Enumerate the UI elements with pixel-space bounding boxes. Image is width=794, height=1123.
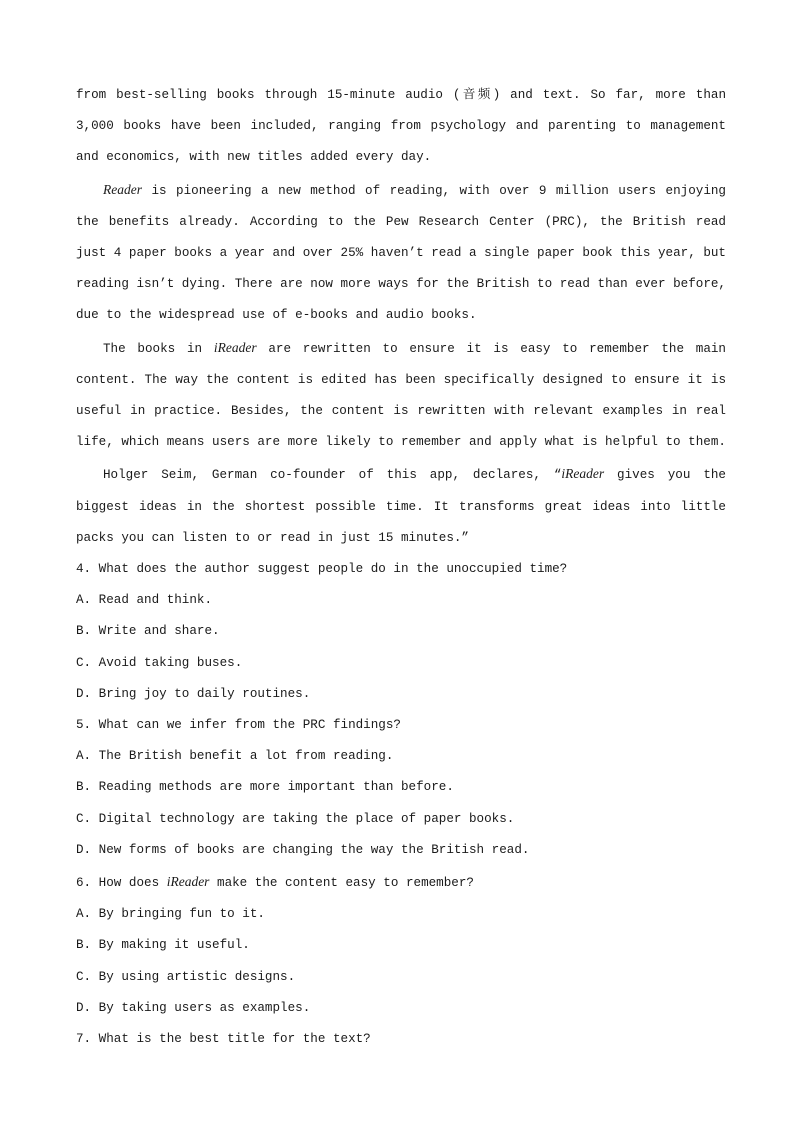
option-a: A. By bringing fun to it. [76, 907, 265, 922]
app-name: iReader [213, 339, 257, 355]
option-d: D. By taking users as examples. [76, 1000, 311, 1015]
option-b: B. Reading methods are more important than before. [76, 780, 454, 795]
stem-before: 6. How does [76, 876, 167, 891]
passage-paragraph-2 [76, 174, 726, 332]
paragraph-text-after: are rewritten to ensure it is easy to remember the main content. The way the content is edited has been specifically designed to ensure it is useful in practice. Besides, the content is rewritten with relevant examples in real life, which means users are more likely to remember and apply what is helpful to them. [76, 341, 726, 450]
paragraph-text-before: Holger Seim, German co-founder of this app, declares, “ [103, 468, 562, 483]
passage-paragraph-1 [76, 80, 726, 174]
option-a: A. Read and think. [76, 593, 213, 608]
question-6 [76, 866, 726, 1024]
option-b: B. By making it useful. [76, 938, 250, 953]
passage-paragraph-4 [76, 458, 726, 554]
passage-paragraph-3 [76, 332, 726, 459]
app-name: iReader [166, 874, 210, 890]
question-stem: 4. What does the author suggest people do in the unoccupied time? [76, 562, 568, 577]
option-c: C. By using artistic designs. [76, 969, 296, 984]
option-c: C. Digital technology are taking the place of paper books. [76, 811, 515, 826]
option-b: B. Write and share. [76, 624, 220, 639]
document-content [76, 80, 726, 1055]
stem-after: make the content easy to remember? [209, 876, 474, 891]
paragraph-text: is pioneering a new method of reading, with over 9 million users enjoying the benefits already. According to the Pew Research Center (PRC), the British read just 4 paper books a year and over 25% haven’t read a single paper book this year, but reading isn’t dying. There are now more ways for the British to read than ever before, due to the widespread use of e-books and audio books. [76, 183, 726, 323]
app-name: Reader [103, 181, 142, 197]
question-stem [76, 866, 726, 899]
option-d: D. New forms of books are changing the way the British read. [76, 842, 530, 857]
question-stem: 5. What can we infer from the PRC findings? [76, 718, 401, 733]
paragraph-text-before: The books in [103, 341, 214, 356]
question-7 [76, 1024, 726, 1055]
question-4 [76, 554, 726, 710]
option-a: A. The British benefit a lot from reading. [76, 749, 394, 764]
option-d: D. Bring joy to daily routines. [76, 686, 311, 701]
question-stem: 7. What is the best title for the text? [76, 1032, 371, 1047]
question-5 [76, 710, 726, 866]
app-name: iReader [561, 466, 605, 482]
option-c: C. Avoid taking buses. [76, 655, 243, 670]
paragraph-text: from best-selling books through 15-minute audio (音频) and text. So far, more than 3,000 books have been included, ranging from psychology and parenting to management and economics, with new titles added every day. [76, 88, 726, 165]
paragraph-text-after: gives you the biggest ideas in the shortest possible time. It transforms great ideas into little packs you can listen to or read in just 15 minutes.” [76, 468, 726, 545]
